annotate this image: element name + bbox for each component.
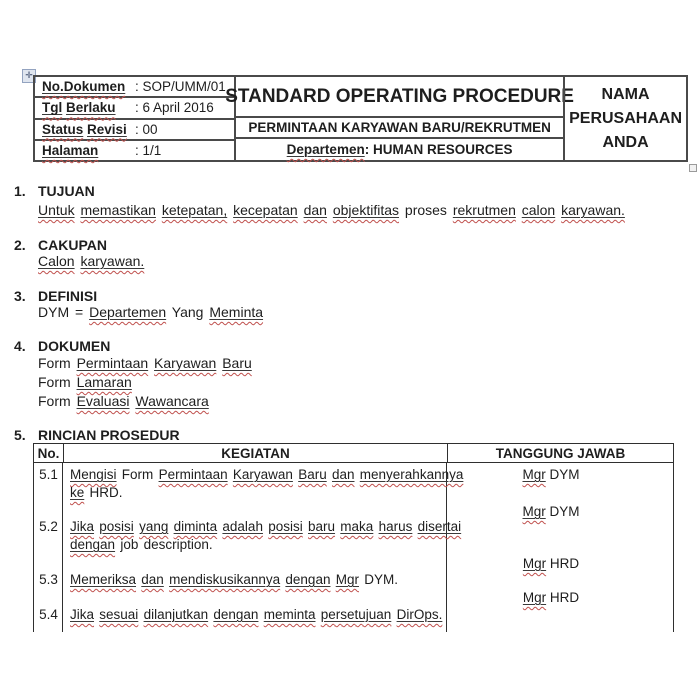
section-body-line: Form Evaluasi Wawancara	[38, 393, 209, 409]
meta-label: Tgl Berlaku	[42, 100, 116, 116]
column-header-no: No.	[37, 445, 60, 461]
table-resize-handle[interactable]	[689, 164, 697, 172]
section-title: CAKUPAN	[38, 237, 107, 253]
column-divider	[446, 463, 448, 632]
responsibility-label: Mgr DYM	[522, 504, 580, 519]
kegiatan-line: Jika sesuai dilanjutkan dengan meminta persetujuan DirOps.	[70, 607, 443, 622]
meta-row-status-revisi	[35, 120, 234, 141]
section-heading-rincian-prosedur	[14, 427, 180, 443]
section-heading-tujuan	[14, 183, 95, 199]
procedure-table-header	[33, 443, 674, 463]
section-title: RINCIAN PROSEDUR	[38, 427, 180, 443]
meta-label: No.Dokumen	[42, 79, 126, 95]
header-table	[33, 75, 688, 162]
kegiatan-line: Memeriksa dan mendiskusikannya dengan Mgr DYM.	[70, 572, 398, 587]
header-title-column	[225, 77, 574, 160]
section-number: 3.	[14, 288, 26, 304]
meta-value: : 6 April 2016	[135, 100, 214, 116]
meta-value: : 00	[135, 121, 158, 137]
section-number: 1.	[14, 183, 26, 199]
section-body-line: Form Lamaran	[38, 374, 132, 390]
meta-value: : SOP/UMM/01	[135, 79, 226, 95]
company-name: NAMA PERUSAHAAN ANDA	[563, 77, 686, 160]
kegiatan-line: ke HRD.	[70, 485, 123, 500]
row-number: 5.2	[39, 519, 58, 534]
kegiatan-line: Mengisi Form Permintaan Karyawan Baru dan menyerahkannya	[70, 467, 464, 482]
column-header-tanggung-jawab: TANGGUNG JAWAB	[447, 444, 673, 462]
section-body-line: Calon karyawan.	[38, 253, 145, 269]
responsibility-label: Mgr DYM	[522, 467, 580, 482]
kegiatan-line: Jika posisi yang diminta adalah posisi baru maka harus disertai	[70, 519, 462, 534]
kegiatan-line: dengan job description.	[70, 537, 213, 552]
meta-value: : 1/1	[135, 142, 162, 158]
meta-row-halaman	[35, 141, 234, 160]
section-title: DEFINISI	[38, 288, 98, 304]
section-body-line: Untuk memastikan ketepatan, kecepatan dan objektifitas proses rekrutmen calon karyawan.	[38, 202, 625, 218]
section-title: DOKUMEN	[38, 338, 111, 354]
section-number: 4.	[14, 338, 26, 354]
section-heading-dokumen	[14, 338, 110, 354]
department-line: Departemen : HUMAN RESOURCES	[286, 142, 513, 157]
row-number: 5.3	[39, 572, 58, 587]
header-meta-column	[35, 77, 234, 160]
meta-label: Halaman	[42, 142, 99, 158]
responsibility-label: Mgr HRD	[522, 556, 580, 571]
section-title: TUJUAN	[38, 183, 95, 199]
section-number: 5.	[14, 427, 26, 443]
row-number: 5.1	[39, 467, 58, 482]
document-title: STANDARD OPERATING PROCEDURE	[236, 77, 563, 118]
procedure-table-body	[33, 463, 674, 632]
column-header-kegiatan: KEGIATAN	[63, 444, 447, 462]
table-move-handle-icon[interactable]: ✛	[22, 69, 36, 83]
meta-row-dokumen	[35, 77, 234, 98]
section-body-line: DYM = Departemen Yang Meminta	[38, 304, 264, 320]
responsibility-label: Mgr HRD	[522, 590, 580, 605]
section-heading-definisi	[14, 288, 97, 304]
section-number: 2.	[14, 237, 26, 253]
meta-label: Status Revisi	[42, 121, 127, 137]
section-heading-cakupan	[14, 237, 107, 253]
document-subtitle: PERMINTAAN KARYAWAN BARU/REKRUTMEN	[236, 118, 563, 139]
section-body-line: Form Permintaan Karyawan Baru	[38, 355, 252, 371]
row-number: 5.4	[39, 607, 58, 622]
meta-row-tgl-berlaku	[35, 98, 234, 119]
